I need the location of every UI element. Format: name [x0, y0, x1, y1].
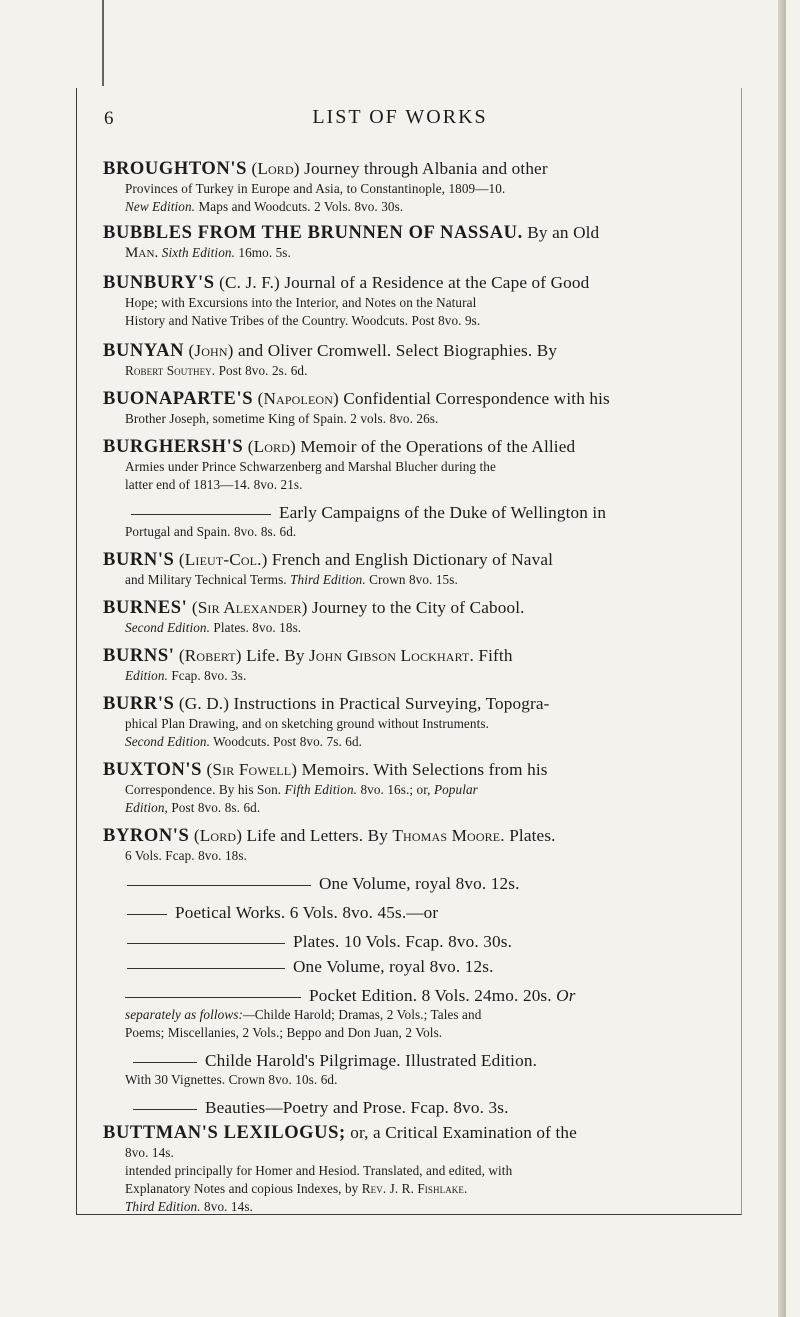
ditto-rule [127, 885, 311, 886]
author-name: BUNYAN [103, 341, 185, 361]
list-item: BURNS' (Robert) Life. By John Gibson Lockhart. Fifth Edition. Fcap. 8vo. 3s. [103, 646, 513, 683]
author-name: BURR'S [103, 694, 175, 714]
author-name: BURN'S [103, 550, 175, 570]
page-edge [778, 0, 786, 1317]
list-item: BUBBLES FROM THE BRUNNEN OF NASSAU. By an Old Man. Sixth Edition. 16mo. 5s. [103, 223, 600, 261]
list-item: Beauties—Poetry and Prose. Fcap. 8vo. 3s. [103, 1097, 738, 1118]
page-number: 6 [104, 108, 115, 129]
author-name: BYRON'S [103, 826, 190, 846]
list-item: Childe Harold's Pilgrimage. Illustrated Edition. With 30 Vignettes. Crown 8vo. 10s. 6d. [125, 1051, 538, 1087]
author-name: BUXTON'S [103, 760, 203, 780]
ditto-rule [133, 1109, 197, 1110]
list-item: BUXTON'S (Sir Fowell) Memoirs. With Selections from his Correspondence. By his Son. Fifth Edition. 8vo. 16s.; or, Popular Edition, Post 8vo. 8s. 6d. [103, 760, 548, 815]
list-item: Early Campaigns of the Duke of Wellington in Portugal and Spain. 8vo. 8s. 6d. [125, 503, 607, 539]
author-name: BUBBLES FROM THE BRUNNEN OF NASSAU. [103, 223, 523, 243]
author-name: BUTTMAN'S LEXILOGUS; [103, 1123, 346, 1143]
running-head: LIST OF WORKS [312, 106, 488, 128]
list-item: Poetical Works. 6 Vols. 8vo. 45s.—or [103, 902, 738, 923]
catalogue-list [103, 158, 738, 1216]
list-item: BUTTMAN'S LEXILOGUS; or, a Critical Examination of the 8vo. 14s. intended principally for Homer and Hesiod. Translated, and edited, with Explanatory Notes and copious Indexes, by Rev. J. R. Fishlake. Third Edition. 8vo. 14s. [103, 1123, 577, 1214]
author-name: BUNBURY'S [103, 273, 215, 293]
author-name: BURGHERSH'S [103, 437, 244, 457]
list-item: One Volume, royal 8vo. 12s. [103, 873, 738, 894]
ditto-rule [131, 514, 271, 515]
author-name: BURNES' [103, 598, 188, 618]
ditto-rule [127, 943, 285, 944]
author-name: BURNS' [103, 646, 175, 666]
list-item: BUNBURY'S (C. J. F.) Journal of a Residence at the Cape of Good Hope; with Excursions into the Interior, and Notes on the Natural History and Native Tribes of the Country. Woodcuts. Post 8vo. 9s. [103, 273, 590, 328]
ditto-rule [127, 968, 285, 969]
list-item: BYRON'S (Lord) Life and Letters. By Thomas Moore. Plates. 6 Vols. Fcap. 8vo. 18s. [103, 826, 556, 863]
list-item: Pocket Edition. 8 Vols. 24mo. 20s. Or separately as follows:—Childe Harold; Dramas, 2 Vols.; Tales and Poems; Miscellanies, 2 Vols.; Beppo and Don Juan, 2 Vols. [125, 986, 576, 1040]
binding-line [102, 0, 104, 86]
author-name: BUONAPARTE'S [103, 389, 254, 409]
ditto-rule [133, 1062, 197, 1063]
list-item: BUONAPARTE'S (Napoleon) Confidential Correspondence with his Brother Joseph, sometime King of Spain. 2 vols. 8vo. 26s. [103, 389, 610, 426]
ditto-rule [127, 914, 167, 915]
ditto-rule [125, 997, 301, 998]
list-item: BURNES' (Sir Alexander) Journey to the City of Cabool. Second Edition. Plates. 8vo. 18s. [103, 598, 525, 635]
list-item: One Volume, royal 8vo. 12s. [103, 956, 738, 977]
list-item: BROUGHTON'S (Lord) Journey through Albania and other Provinces of Turkey in Europe and Asia, to Constantinople, 1809—10. New Edition. Maps and Woodcuts. 2 Vols. 8vo. 30s. [103, 159, 548, 214]
list-item: Plates. 10 Vols. Fcap. 8vo. 30s. [103, 931, 738, 952]
author-name: BROUGHTON'S [103, 159, 248, 179]
list-item: BUNYAN (John) and Oliver Cromwell. Select Biographies. By Robert Southey. Post 8vo. 2s. 6d. [103, 341, 558, 378]
list-item: BURGHERSH'S (Lord) Memoir of the Operations of the Allied Armies under Prince Schwarzenberg and Marshal Blucher during the latter end of 1813—14. 8vo. 21s. [103, 437, 576, 492]
list-item: BURN'S (Lieut-Col.) French and English Dictionary of Naval and Military Technical Terms. Third Edition. Crown 8vo. 15s. [103, 550, 554, 587]
list-item: BURR'S (G. D.) Instructions in Practical Surveying, Topogra- phical Plan Drawing, and on sketching ground without Instruments. Second Edition. Woodcuts. Post 8vo. 7s. 6d. [103, 694, 550, 749]
